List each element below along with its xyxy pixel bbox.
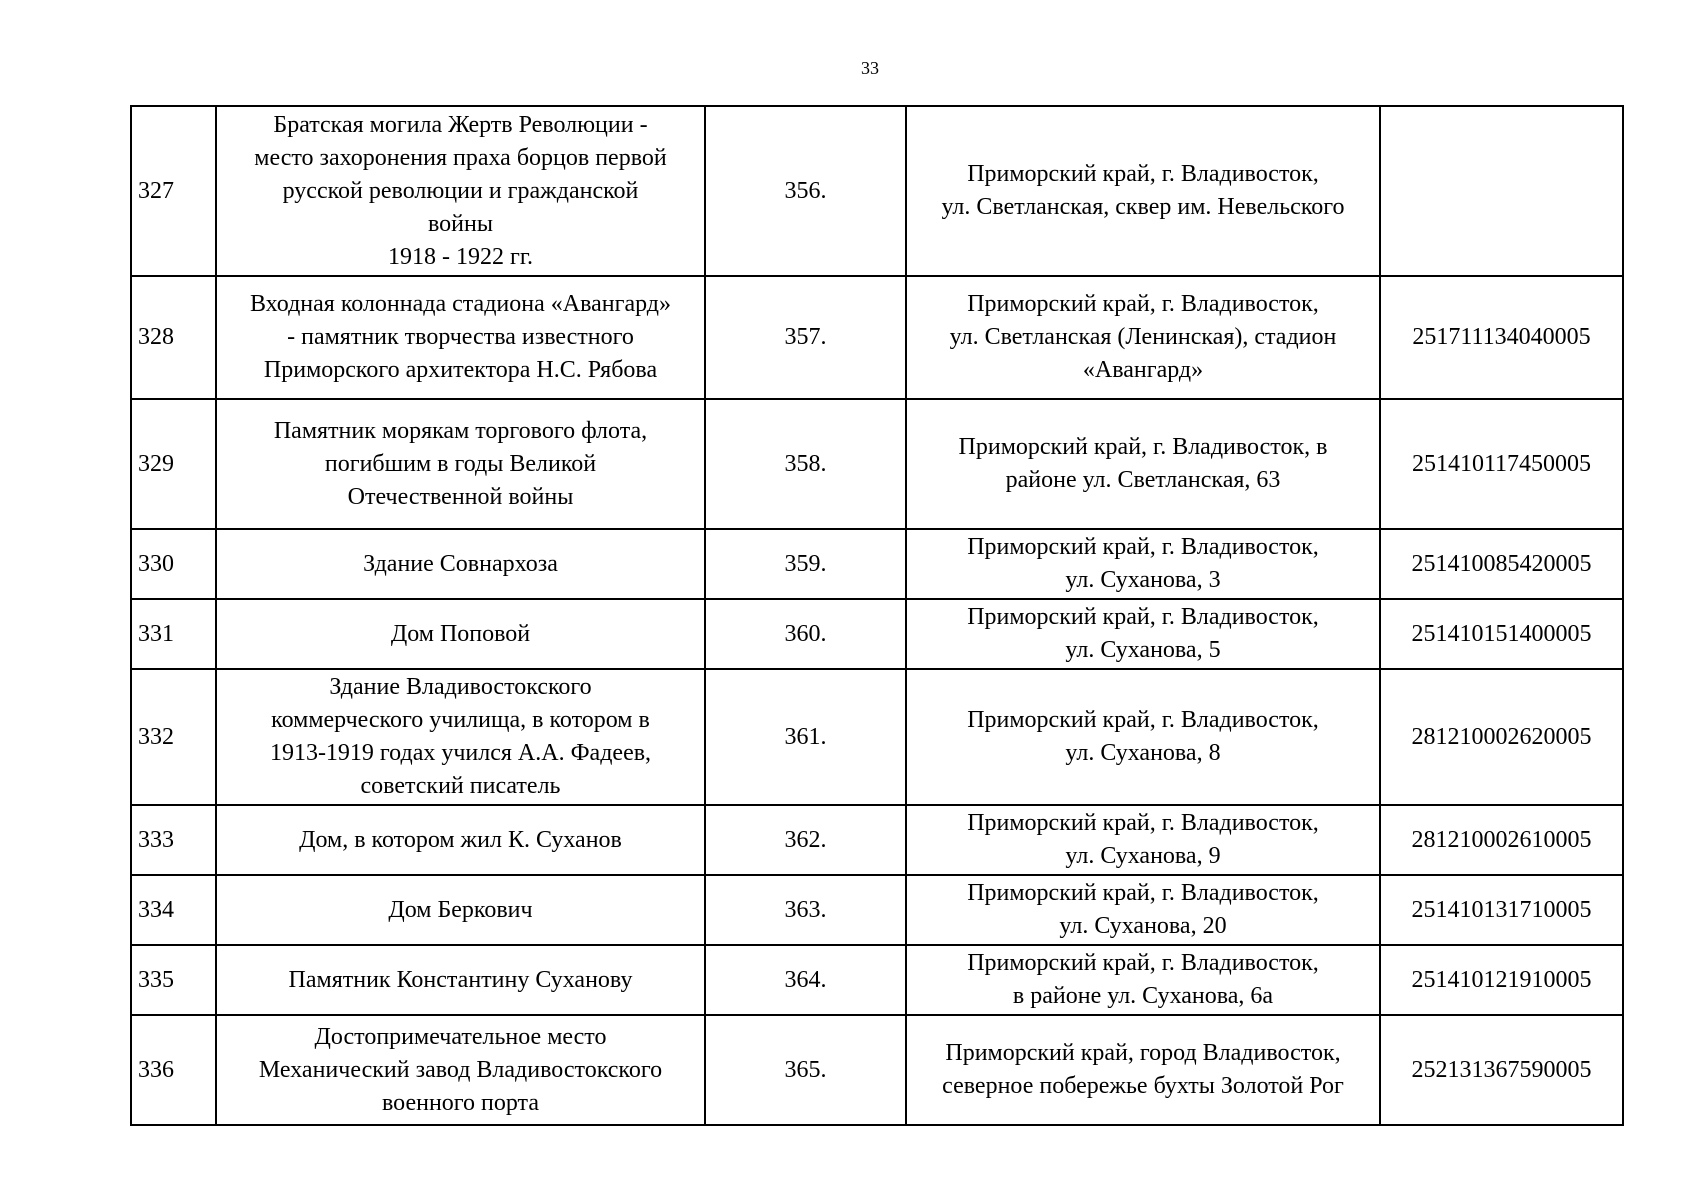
address-line: северное побережье бухты Золотой Рог — [942, 1073, 1344, 1099]
row-number-cell: 329 — [131, 399, 216, 529]
object-name-line: 1913-1919 годах учился А.А. Фадеев, — [269, 740, 652, 766]
object-name-line: Памятник морякам торгового флота, — [273, 417, 648, 444]
object-name-line: Памятник Константину Суханову — [288, 966, 633, 993]
object-name-line: военного порта — [381, 1089, 539, 1116]
object-name-line: коммерческого училища, в котором в — [271, 707, 650, 733]
address-line: Приморский край, г. Владивосток, — [967, 880, 1319, 906]
register-number-cell: 361. — [705, 669, 906, 805]
table-row — [131, 945, 1623, 1015]
register-number-cell: 362. — [705, 805, 906, 875]
address-line: Приморский край, г. Владивосток, — [967, 810, 1319, 836]
registry-code-cell — [1380, 106, 1623, 276]
address-cell — [906, 945, 1380, 1015]
registry-code-cell: 251410151400005 — [1380, 599, 1623, 669]
table-row — [131, 399, 1623, 529]
registry-code-cell: 251410121910005 — [1380, 945, 1623, 1015]
row-number-cell: 328 — [131, 276, 216, 399]
register-number-cell: 363. — [705, 875, 906, 945]
object-name-cell — [216, 875, 705, 945]
table-row — [131, 875, 1623, 945]
address-line: в районе ул. Суханова, 6а — [1012, 983, 1274, 1009]
address-cell — [906, 805, 1380, 875]
object-name-line: Здание Совнархоза — [363, 550, 558, 577]
table-row — [131, 1015, 1623, 1125]
registry-code-cell: 251410117450005 — [1380, 399, 1623, 529]
object-name-line: - памятник творчества известного — [287, 324, 634, 350]
address-cell — [906, 599, 1380, 669]
registry-code-cell: 251711134040005 — [1380, 276, 1623, 399]
row-number-cell: 331 — [131, 599, 216, 669]
address-line: ул. Светланская (Ленинская), стадион — [949, 324, 1337, 350]
registry-code-cell: 281210002620005 — [1380, 669, 1623, 805]
table-row — [131, 529, 1623, 599]
address-line: ул. Суханова, 3 — [1065, 567, 1221, 593]
address-line: районе ул. Светланская, 63 — [1005, 467, 1281, 493]
object-name-line: Дом Поповой — [390, 620, 531, 647]
address-line: Приморский край, г. Владивосток, — [967, 534, 1319, 560]
object-name-line: Механический завод Владивостокского — [258, 1056, 663, 1083]
address-line: ул. Суханова, 20 — [1059, 913, 1227, 939]
address-line: Приморский край, г. Владивосток, — [967, 161, 1319, 187]
object-name-line: 1918 - 1922 гг. — [388, 243, 533, 270]
address-line: Приморский край, г. Владивосток, — [967, 291, 1319, 317]
address-cell — [906, 529, 1380, 599]
object-name-line: войны — [428, 210, 493, 237]
address-cell — [906, 875, 1380, 945]
address-line: ул. Суханова, 9 — [1065, 843, 1221, 869]
table-row — [131, 276, 1623, 399]
registry-code-cell: 251410085420005 — [1380, 529, 1623, 599]
object-name-line: Отечественной войны — [347, 483, 574, 510]
row-number-cell: 335 — [131, 945, 216, 1015]
address-line: Приморский край, г. Владивосток, в — [958, 434, 1328, 460]
object-name-cell — [216, 805, 705, 875]
table-row — [131, 106, 1623, 276]
object-name-cell — [216, 276, 705, 399]
address-line: ул. Суханова, 8 — [1065, 740, 1221, 766]
object-name-line: Дом Беркович — [388, 896, 533, 923]
object-name-line: Достопримечательное место — [314, 1023, 607, 1050]
object-name-cell — [216, 106, 705, 276]
address-line: Приморский край, г. Владивосток, — [967, 950, 1319, 976]
object-name-cell — [216, 945, 705, 1015]
object-name-line: русской революции и гражданской — [282, 177, 639, 204]
row-number-cell: 327 — [131, 106, 216, 276]
address-line: Приморский край, г. Владивосток, — [967, 707, 1319, 733]
object-name-cell — [216, 529, 705, 599]
address-line: Приморский край, г. Владивосток, — [967, 604, 1319, 630]
register-number-cell: 358. — [705, 399, 906, 529]
object-name-cell — [216, 669, 705, 805]
address-line: Приморский край, город Владивосток, — [945, 1040, 1341, 1066]
object-name-line: место захоронения праха борцов первой — [254, 144, 667, 171]
object-name-cell — [216, 1015, 705, 1125]
object-name-cell — [216, 399, 705, 529]
register-number-cell: 360. — [705, 599, 906, 669]
object-name-line: Дом, в котором жил К. Суханов — [299, 826, 622, 853]
row-number-cell: 330 — [131, 529, 216, 599]
row-number-cell: 332 — [131, 669, 216, 805]
registry-code-cell: 251410131710005 — [1380, 875, 1623, 945]
address-cell — [906, 669, 1380, 805]
row-number-cell: 336 — [131, 1015, 216, 1125]
address-cell — [906, 399, 1380, 529]
object-name-line: Приморского архитектора Н.С. Рябова — [263, 357, 658, 383]
address-cell — [906, 1015, 1380, 1125]
table-body — [131, 106, 1623, 1125]
address-line: ул. Светланская, сквер им. Невельского — [941, 194, 1345, 220]
object-name-line: Братская могила Жертв Революции - — [273, 111, 648, 138]
object-name-cell — [216, 599, 705, 669]
register-number-cell: 356. — [705, 106, 906, 276]
register-number-cell: 359. — [705, 529, 906, 599]
object-name-line: советский писатель — [360, 773, 561, 799]
address-line: «Авангард» — [1082, 357, 1204, 383]
object-name-line: Здание Владивостокского — [329, 674, 592, 700]
register-number-cell: 364. — [705, 945, 906, 1015]
registry-code-cell: 281210002610005 — [1380, 805, 1623, 875]
address-cell — [906, 276, 1380, 399]
heritage-registry-table — [130, 105, 1624, 1126]
register-number-cell: 357. — [705, 276, 906, 399]
row-number-cell: 333 — [131, 805, 216, 875]
table-row — [131, 599, 1623, 669]
row-number-cell: 334 — [131, 875, 216, 945]
object-name-line: погибшим в годы Великой — [324, 450, 597, 477]
register-number-cell: 365. — [705, 1015, 906, 1125]
table-row — [131, 669, 1623, 805]
object-name-line: Входная колоннада стадиона «Авангард» — [249, 291, 671, 317]
page-number: 33 — [861, 58, 879, 78]
address-cell — [906, 106, 1380, 276]
registry-code-cell: 252131367590005 — [1380, 1015, 1623, 1125]
address-line: ул. Суханова, 5 — [1065, 637, 1221, 663]
table-row — [131, 805, 1623, 875]
